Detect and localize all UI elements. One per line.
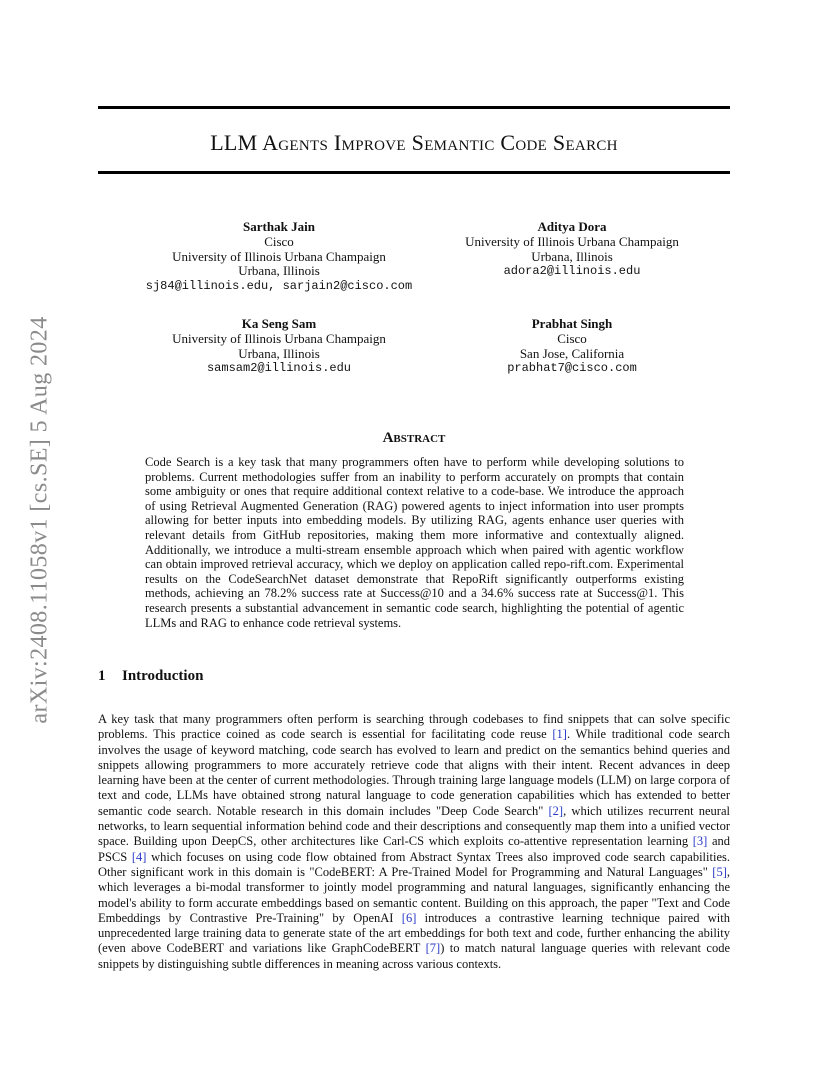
citation-link[interactable]: [5] (712, 864, 727, 879)
title-rule-bottom (98, 171, 730, 174)
intro-text-segment: introduces a contrastive learning technique paired with unprecedented large training data to generate state of the art embeddings for both text and code, further enhancing the ability (even above CodeBERT and variations like GraphCodeBERT (98, 910, 730, 956)
intro-text-segment: , which utilizes recurrent neural networks, to learn sequential information behind code and their descriptions and consequently map them into a unified vector space. Building upon DeepCS, other architectures like Carl-CS which exploits co-attentive representation learning (98, 803, 730, 849)
paper-title: LLM Agents Improve Semantic Code Search (210, 130, 618, 155)
author-affiliation: Cisco (264, 233, 294, 249)
author-location: San Jose, California (519, 345, 625, 361)
intro-text-segment: A key task that many programmers often perform is searching through codebases to find snippets that can solve specific problems. This practice coined as code search is essential for facilitating code reuse (98, 712, 730, 742)
intro-text-segment: which focuses on using code flow obtained from Abstract Syntax Trees also improved code search capabilities. Other significant work in this domain is "CodeBERT: A Pre-Trained Model for Programming and Natural Languages" (98, 849, 730, 879)
author-block (129, 317, 429, 376)
abstract-heading: Abstract (382, 430, 446, 446)
author-name: Sarthak Jain (243, 219, 315, 234)
author-name: Ka Seng Sam (241, 316, 317, 331)
citation-link[interactable]: [3] (692, 834, 708, 849)
section-title: Introduction (122, 668, 204, 684)
author-location: Urbana, Illinois (238, 263, 320, 279)
author-block (422, 220, 722, 279)
citation-link[interactable]: [7] (425, 941, 441, 956)
intro-text-segment: and PSCS (98, 834, 730, 864)
intro-paragraph (98, 712, 730, 972)
author-block (422, 317, 722, 376)
citation-link[interactable]: [6] (401, 910, 417, 925)
author-location: Urbana, Illinois (238, 345, 320, 361)
section-number: 1 (98, 668, 106, 684)
section-heading (98, 668, 203, 685)
title-rule-top (98, 106, 730, 109)
citation-link[interactable]: [2] (548, 803, 564, 818)
author-name: Aditya Dora (537, 219, 607, 234)
author-email[interactable]: prabhat7@cisco.com (507, 361, 637, 376)
author-name: Prabhat Singh (531, 316, 613, 331)
author-email[interactable]: sj84@illinois.edu, sarjain2@cisco.com (145, 279, 413, 294)
author-affiliation: University of Illinois Urbana Champaign (172, 248, 386, 264)
author-location: Urbana, Illinois (531, 248, 613, 264)
author-affiliation: University of Illinois Urbana Champaign (465, 233, 679, 249)
citation-link[interactable]: [1] (552, 727, 567, 742)
citation-link[interactable]: [4] (131, 849, 147, 864)
intro-text-segment: , which leverages a bi-modal transformer to jointly model programming and natural languages, significantly enhancing the model's ability to form accurate embeddings based on semantic content. Building on this approach, the paper "Text and Code Embeddings by Contrastive Pre-Training" by OpenAI (98, 864, 730, 925)
intro-text-segment: . While traditional code search involves the usage of keyword matching, code search has evolved to learn and predict on the semantics behind queries and snippets allowing programmers to more accurately retrieve code that aligns with their intent. Recent advances in deep learning have been at the center of current methodologies. Through training large language models (LLM) on large corpora of text and code, LLMs have obtained strong natural language to code generation capabilities which has extended to better semantic code search. Notable research in this domain includes "Deep Code Search" (98, 727, 730, 818)
author-email[interactable]: adora2@illinois.edu (503, 264, 641, 279)
author-affiliation: University of Illinois Urbana Champaign (172, 330, 386, 346)
author-email[interactable]: samsam2@illinois.edu (206, 361, 352, 376)
intro-text-segment: ) to match natural language queries with relevant code snippets by distinguishing subtle differences in meaning across various contexts. (98, 941, 730, 971)
arxiv-stamp-text: arXiv:2408.11058v1 [cs.SE] 5 Aug 2024 (26, 316, 53, 724)
abstract-text: Code Search is a key task that many programmers often have to perform while developing solutions to problems. Current methodologies suffer from an inability to perform accurately on prompts that contain some ambiguity or ones that require additional context relative to a code-base. We introduce the approach of using Retrieval Augmented Generation (RAG) powered agents to inject information into user prompts allowing for better inputs into embedding models. By utilizing RAG, agents enhance user queries with relevant details from GitHub repositories, making them more informative and contextually aligned. Additionally, we introduce a multi-stream ensemble approach which when paired with agentic workflow can obtain improved retrieval accuracy, which we deploy on application called repo-rift.com. Experimental results on the CodeSearchNet dataset demonstrate that RepoRift significantly outperforms existing methods, achieving an 78.2% success rate at Success@10 and a 34.6% success rate at Success@1. This research presents a substantial advancement in semantic code search, highlighting the potential of agentic LLMs and RAG to enhance code retrieval systems. (145, 455, 684, 630)
author-block (129, 220, 429, 294)
author-affiliation: Cisco (557, 330, 587, 346)
